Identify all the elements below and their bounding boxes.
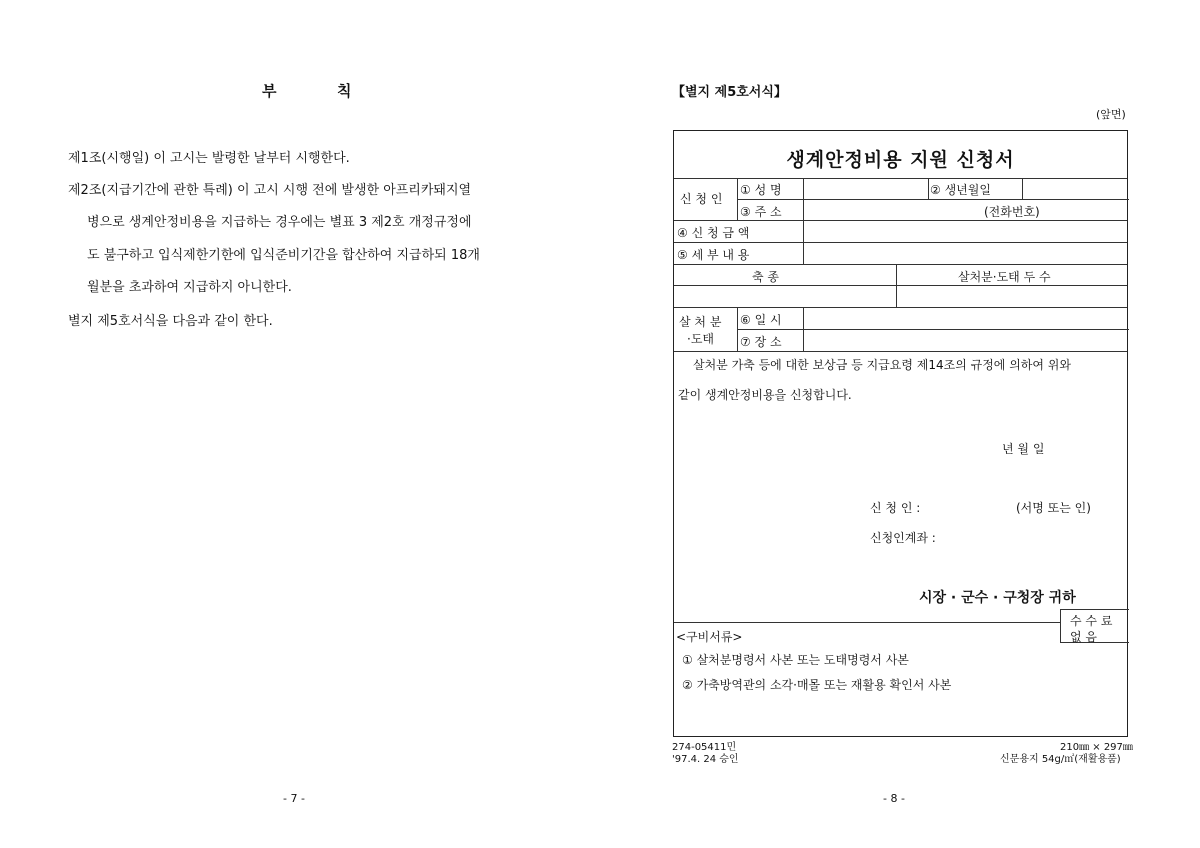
paper-size: 210㎜ × 297㎜ (1060, 742, 1133, 753)
fee-label: 수 수 료 (1070, 614, 1113, 628)
culling-label-b: ·도태 (687, 332, 714, 346)
statement-line-2: 같이 생계안정비용을 신청합니다. (678, 388, 852, 402)
front-side-label: (앞면) (1096, 108, 1126, 121)
form-title: 생계안정비용 지원 신청서 (786, 149, 1015, 171)
left-page-number: - 7 - (283, 792, 305, 805)
details-label: ⑤ 세 부 내 용 (677, 248, 750, 262)
heading-char-a: 부 (262, 82, 277, 100)
address-label: ③ 주 소 (740, 205, 782, 219)
livestock-type-label: 축 종 (752, 270, 779, 284)
form-reference: 별지 제5호서식을 다음과 같이 한다. (68, 314, 273, 329)
statement-line-1: 살처분 가축 등에 대한 보상금 등 지급요령 제14조의 규정에 의하여 위와 (693, 358, 1071, 372)
application-form (673, 130, 1128, 737)
article-2-line-1: 제2조(지급기간에 관한 특례) 이 고시 시행 전에 발생한 아프리카돼지열 (68, 183, 472, 198)
paper-type: 신문용지 54g/㎡(재활용품) (1000, 754, 1121, 765)
article-2-line-4: 월분을 초과하여 지급하지 아니한다. (87, 280, 292, 295)
required-doc-1: ① 살처분명령서 사본 또는 도태명령서 사본 (682, 653, 909, 667)
account-label: 신청인계좌 : (870, 531, 936, 545)
date-placeholder: 년 월 일 (1002, 442, 1045, 456)
signature-note: (서명 또는 인) (1016, 501, 1091, 515)
applicant-signature-label: 신 청 인 : (870, 501, 921, 515)
required-doc-2: ② 가축방역관의 소각·매몰 또는 재활용 확인서 사본 (682, 678, 952, 692)
right-page-number: - 8 - (883, 792, 905, 805)
culling-count-label: 살처분·도태 두 수 (958, 270, 1051, 284)
form-number-label: 【별지 제5호서식】 (672, 85, 787, 100)
amount-label: ④ 신 청 금 액 (677, 226, 750, 240)
place-label: ⑦ 장 소 (740, 335, 782, 349)
phone-label: (전화번호) (984, 205, 1040, 219)
article-2-line-3: 도 불구하고 입식제한기한에 입식준비기간을 합산하여 지급하되 18개 (87, 248, 480, 263)
article-2-line-2: 병으로 생계안정비용을 지급하는 경우에는 별표 3 제2호 개정규정에 (87, 215, 472, 230)
required-docs-label: <구비서류> (676, 630, 743, 644)
date-label: ⑥ 일 시 (740, 313, 782, 327)
recipient: 시장 · 군수 · 구청장 귀하 (919, 590, 1076, 606)
form-code: 274-05411민 (672, 742, 737, 753)
article-1: 제1조(시행일) 이 고시는 발령한 날부터 시행한다. (68, 151, 350, 166)
applicant-label: 신 청 인 (680, 192, 723, 206)
approval-date: '97.4. 24 승인 (672, 754, 739, 765)
appendix-heading (262, 80, 351, 101)
culling-label-a: 살 처 분 (679, 315, 722, 329)
fee-value: 없 음 (1070, 630, 1097, 644)
name-label: ① 성 명 (740, 183, 782, 197)
birthdate-label: ② 생년월일 (930, 183, 991, 197)
heading-char-b: 칙 (336, 82, 352, 100)
